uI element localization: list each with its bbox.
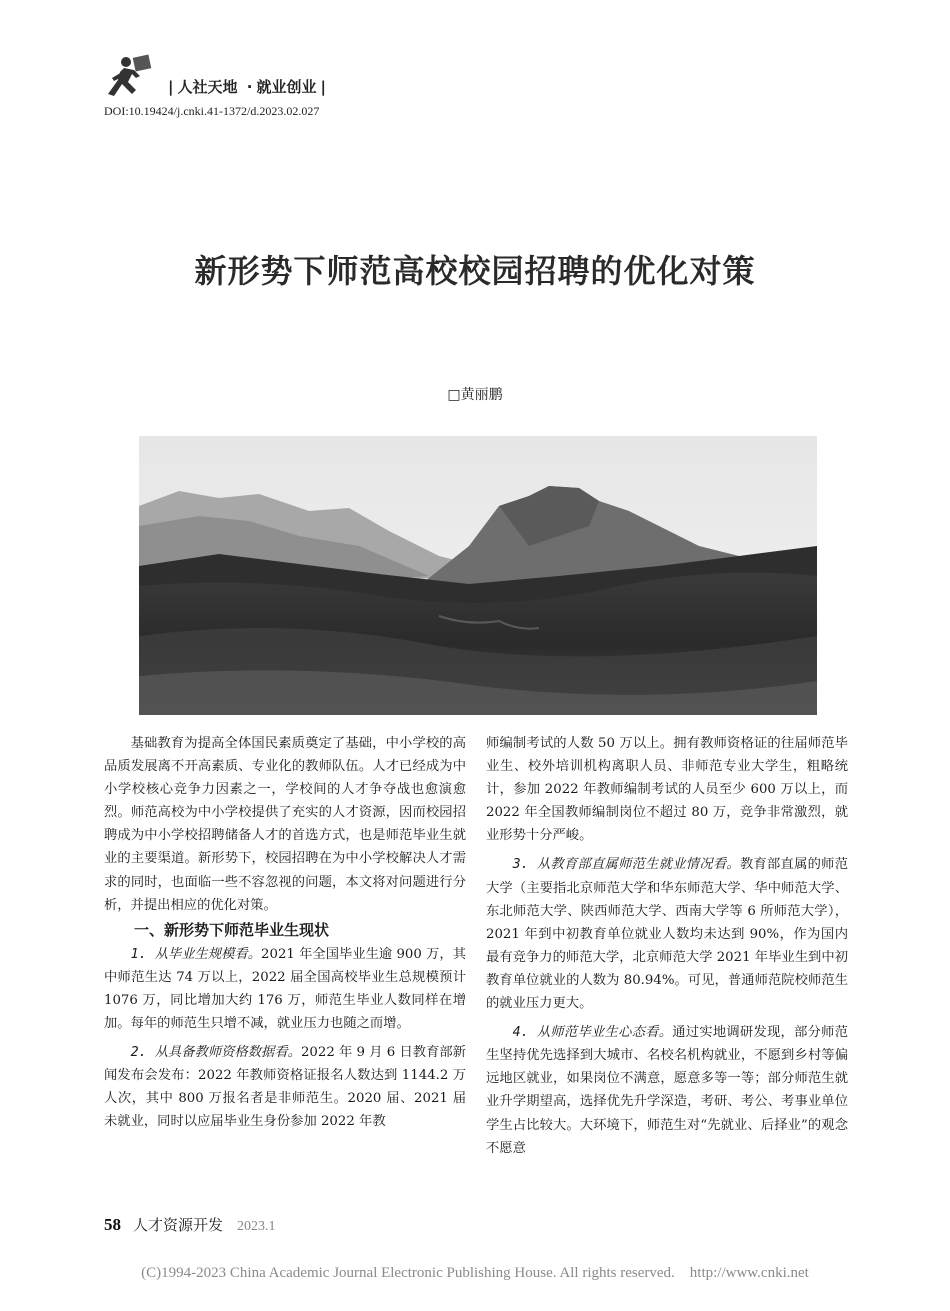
section-heading-1: 一、新形势下师范毕业生现状	[134, 920, 330, 939]
article-title: 新形势下师范高校校园招聘的优化对策	[194, 252, 756, 290]
issue-year: 2023.1	[237, 1219, 276, 1234]
journal-name: 人才资源开发	[133, 1216, 224, 1234]
paragraph-1-text: 2021 年全国毕业生逾 900 万，其中师范生达 74 万以上，2022 届全国高校毕业生总规模预计 1076 万，同比增加大约 176 万，师范生毕业人数同样在增加。每年的师范生只增不减，就业压力也随之而增。	[104, 946, 466, 1032]
paragraph-3	[486, 853, 848, 1015]
paragraph-2-lead: 2. 从具备教师资格数据看。	[130, 1045, 301, 1061]
copyright-notice: (C)1994-2023 China Academic Journal Electronic Publishing House. All rights reserved. http://www.cnki.net	[141, 1265, 809, 1281]
paragraph-3-lead: 3. 从教育部直属师范生就业情况看。	[512, 857, 740, 873]
paragraph-1	[104, 943, 466, 1035]
page-footer	[104, 1214, 276, 1235]
text-column-left	[104, 732, 466, 1134]
column-tag: | 人社天地 · 就业创业 |	[168, 78, 326, 96]
paragraph-4-lead: 4. 从师范毕业生心态看。	[512, 1025, 673, 1041]
doi: DOI:10.19424/j.cnki.41-1372/d.2023.02.027	[104, 104, 320, 118]
page-number: 58	[104, 1215, 121, 1234]
paragraph-2-continued: 师编制考试的人数 50 万以上。拥有教师资格证的往届师范毕业生、校外培训机构离职人员、非师范专业大学生，粗略统计，参加 2022 年教师编制考试的人员至少 600 万以上，而 2022 年全国教师编制岗位不超过 80 万，竞争非常激烈，就业形势十分严峻。	[486, 736, 848, 844]
section-name: 就业创业	[256, 78, 317, 96]
paragraph-2	[104, 1041, 466, 1133]
article-author: □黄丽鹏	[447, 387, 503, 403]
paragraph-2-text: 2022 年 9 月 6 日教育部新闻发布会发布：2022 年教师资格证报名人数达到 1144.2 万人次，其中 800 万报名者是非师范生。2020 届、2021 届未就业，同时以应届毕业生身份参加 2022 年教	[104, 1045, 466, 1130]
mountain-landscape-image	[139, 436, 817, 715]
running-figure-logo-icon	[104, 52, 164, 102]
paragraph-4-text: 通过实地调研发现，部分师范生坚持优先选择到大城市、名校名机构就业，不愿到乡村等偏远地区就业，如果岗位不满意，愿意多等一等；部分师范生就业升学期望高，选择优先升学深造，考研、考公、考事业单位学生占比较大。大环境下，师范生对“先就业、后择业”的观念不愿意	[486, 1025, 848, 1156]
paragraph-3-text: 教育部直属的师范大学（主要指北京师范大学和华东师范大学、华中师范大学、东北师范大学、陕西师范大学、西南大学等 6 所师范大学），2021 年到中初教育单位就业人数均未达到 90%，作为国内最有竞争力的师范大学，北京师范大学 2021 年毕业生到中初教育单位就业的人数为 80.94%。可见，普通师范院校师范生的就业压力更大。	[486, 857, 849, 1012]
paragraph-4	[486, 1021, 848, 1160]
text-column-right	[486, 732, 848, 1160]
intro-paragraph: 基础教育为提高全体国民素质奠定了基础，中小学校的高品质发展离不开高素质、专业化的教师队伍。人才已经成为中小学校核心竞争力因素之一，学校间的人才争夺战也愈演愈烈。师范高校为中小学校提供了充实的人才资源，因而校园招聘成为中小学校招聘储备人才的首选方式，也是师范毕业生就业的主要渠道。新形势下，校园招聘在为中小学校解决人才需求的同时，也面临一些不容忽视的问题，本文将对问题进行分析，并提出相应的优化对策。	[104, 736, 466, 913]
column-name: 人社天地	[177, 78, 238, 96]
paragraph-1-lead: 1. 从毕业生规模看。	[130, 946, 262, 962]
